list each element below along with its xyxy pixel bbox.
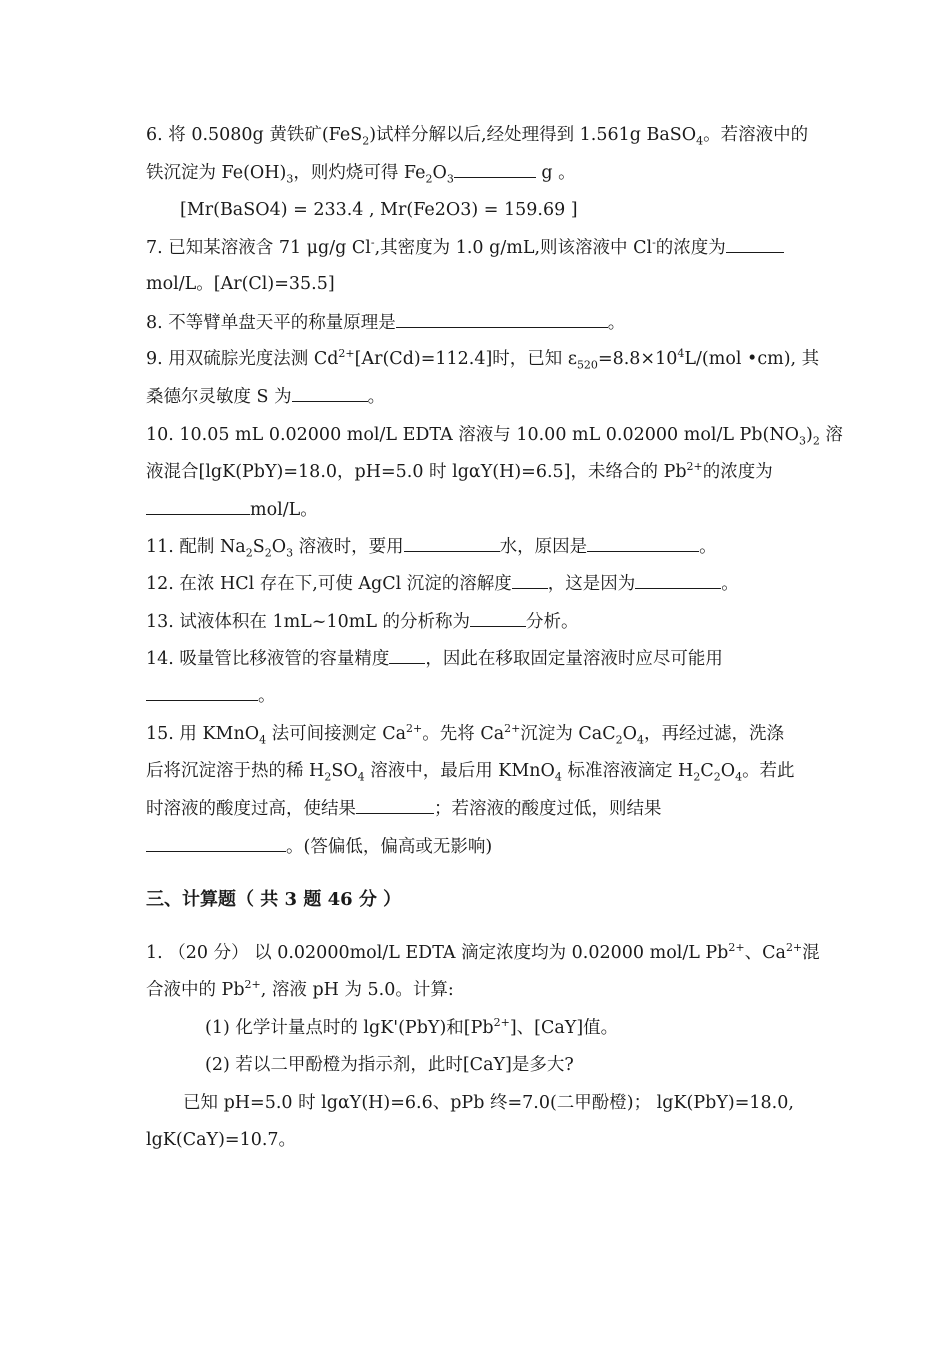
q10-answer-blank[interactable] [146, 497, 250, 515]
q6-line-3: [Mr(BaSO4) = 233.4 , Mr(Fe2O3) = 159.69 ] [180, 200, 578, 220]
q15-line-1: 15. 用 KMnO$_4$ 法可间接测定 $Ca^{2+}$。先将 $Ca^{2+}$沉淀为 $CaC_2O_4$，再经过滤，洗涤 [146, 722, 784, 747]
q13-line-1: 13. 试液体积在 1mL~10mL 的分析称为 分析。 [146, 609, 579, 634]
q10-line-1: 10. 10.05 mL 0.02000 mol/L EDTA 溶液与 10.00 mL 0.02000 mol/L $Pb(NO_3)_2$ 溶 [146, 425, 843, 448]
calc-q1-line-1: 1. （20 分） 以 0.02000mol/L EDTA 滴定浓度均为 0.02000 mol/L $Pb^{2+}$、$Ca^{2+}$混 [146, 941, 820, 963]
q9-line-1: 9. 用双硫腙光度法测 $Cd^{2+}[Ar(Cd)=112.4]$时，已知 $\varepsilon_{520}=8.8\times 10^4L/(mol$ •cm), 其 [146, 347, 820, 372]
calc-q1-part-2: (2) 若以二甲酚橙为指示剂，此时[CaY]是多大? [205, 1055, 574, 1075]
q15-line-4: 。(答偏低，偏高或无影响) [146, 834, 492, 859]
q15-line-3: 时溶液的酸度过高，使结果 ；若溶液的酸度过低，则结果 [146, 796, 662, 821]
q15-line-2: 后将沉淀溶于热的稀 $H_2SO_4$ 溶液中，最后用 KMnO$_4$ 标准溶液滴定 $H_2C_2O_4$。若此 [146, 761, 795, 784]
q6-line-1: 6. 将 0.5080g 黄铁矿(FeS$_2$)试样分解以后,经处理得到 1.561g BaSO$_4$。若溶液中的 [146, 125, 809, 148]
calc-q1-line-2: 合液中的 $Pb^{2+}$, 溶液 pH 为 5.0。计算: [146, 978, 454, 1000]
q12-answer-blank-2[interactable] [635, 571, 721, 589]
calc-q1-given-2: lgK(CaY)=10.7。 [146, 1130, 297, 1150]
q14-line-2: 。 [146, 683, 276, 708]
q12-line-1: 12. 在浓 HCl 存在下,可使 AgCl 沉淀的溶解度 ，这是因为 。 [146, 571, 739, 596]
q8-answer-blank[interactable] [396, 310, 608, 328]
q11-line-1: 11. 配制 $Na_2S_2O_3$ 溶液时，要用 水，原因是 。 [146, 534, 717, 559]
calc-q1-given: 已知 pH=5.0 时 lgαY(H)=6.6、pPb 终=7.0(二甲酚橙)； lgK(PbY)=18.0, [183, 1093, 794, 1113]
q9-answer-blank[interactable] [292, 384, 368, 402]
q7-answer-blank[interactable] [726, 235, 784, 253]
q15-answer-blank-2[interactable] [146, 834, 286, 852]
q14-line-1: 14. 吸量管比移液管的容量精度 ，因此在移取固定量溶液时应尽可能用 [146, 646, 723, 671]
q14-answer-blank-2[interactable] [146, 683, 258, 701]
q9-line-2: 桑德尔灵敏度 S 为 。 [146, 384, 385, 409]
q15-answer-blank-1[interactable] [356, 796, 434, 814]
q6-line-2: 铁沉淀为 $Fe(OH)_3$，则灼烧可得 $Fe_2O_3$ g 。 [146, 160, 576, 185]
q13-answer-blank[interactable] [470, 609, 526, 627]
q11-answer-blank-1[interactable] [404, 534, 500, 552]
q10-line-2: 液混合[lgK(PbY)=18.0，pH=5.0 时 lgαY(H)=6.5]，未络合的 $Pb^{2+}$的浓度为 [146, 460, 773, 482]
q11-answer-blank-2[interactable] [587, 534, 699, 552]
q10-line-3: mol/L。 [146, 497, 318, 522]
q7-line-2: mol/L。[Ar(Cl)=35.5] [146, 274, 335, 294]
q8-line-1: 8. 不等臂单盘天平的称量原理是 。 [146, 310, 625, 335]
q12-answer-blank-1[interactable] [512, 571, 548, 589]
q7-line-1: 7. 已知某溶液含 71 μg/g Cl-,其密度为 1.0 g/mL,则该溶液中 Cl-的浓度为 [146, 235, 784, 260]
q14-answer-blank-1[interactable] [389, 646, 425, 664]
section-3-heading: 三、计算题（ 共 3 题 46 分 ） [146, 889, 402, 910]
calc-q1-part-1: (1) 化学计量点时的 lgK'(PbY)和$[Pb^{2+}]$、[CaY]值。 [205, 1016, 619, 1038]
q6-answer-blank[interactable] [454, 160, 536, 178]
